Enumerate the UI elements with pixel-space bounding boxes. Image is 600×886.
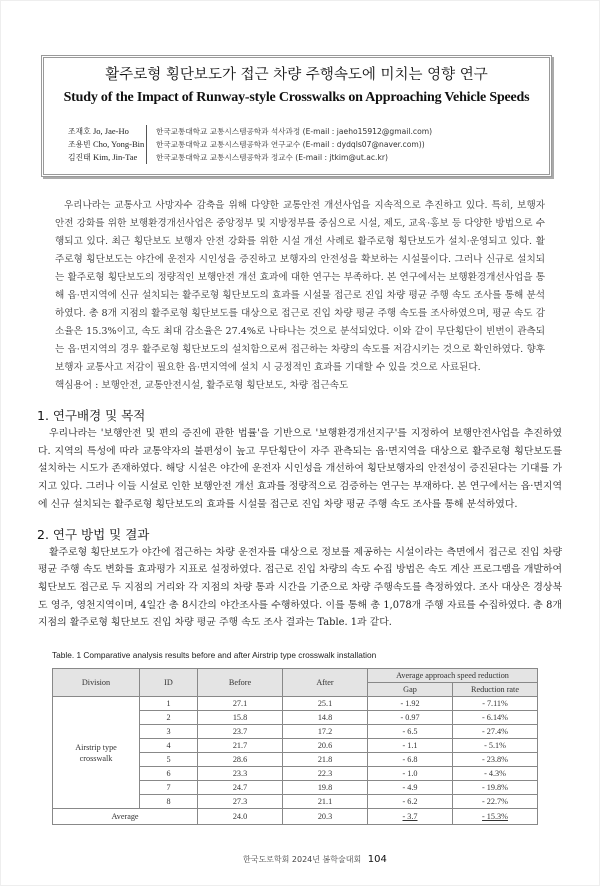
cell-after: 21.8 xyxy=(283,753,368,767)
cell-rate: - 6.14% xyxy=(453,711,538,725)
cell-rate: - 19.8% xyxy=(453,781,538,795)
title-english: Study of the Impact of Runway-style Crosswalks on Approaching Vehicle Speeds xyxy=(63,90,530,105)
results-table xyxy=(52,668,538,825)
cell-id: 6 xyxy=(140,767,198,781)
page-footer xyxy=(243,853,600,866)
author-name-en: Cho, Yong-Bin xyxy=(93,139,145,149)
cell-before: 21.7 xyxy=(198,739,283,753)
author-name-ko: 김진태 xyxy=(68,153,91,162)
table-header-row xyxy=(53,669,538,683)
cell-gap: - 0.97 xyxy=(368,711,453,725)
author-name-ko: 조용빈 xyxy=(68,140,91,149)
header-after: After xyxy=(283,669,368,697)
cell-after: 22.3 xyxy=(283,767,368,781)
cell-after: 20.6 xyxy=(283,739,368,753)
cell-id: 4 xyxy=(140,739,198,753)
cell-after: 17.2 xyxy=(283,725,368,739)
cell-after: 25.1 xyxy=(283,697,368,711)
author-list xyxy=(68,125,549,164)
cell-before: 23.3 xyxy=(198,767,283,781)
author-name-en: Kim, Jin-Tae xyxy=(93,152,138,162)
cell-gap: - 6.8 xyxy=(368,753,453,767)
section-1-body xyxy=(38,425,562,514)
cell-gap: - 1.1 xyxy=(368,739,453,753)
header-id: ID xyxy=(140,669,198,697)
cell-id: 5 xyxy=(140,753,198,767)
section-2-body xyxy=(38,544,562,633)
cell-id: 7 xyxy=(140,781,198,795)
cell-before: 27.1 xyxy=(198,697,283,711)
author-affiliation: 한국교통대학교 교통시스템공학과 연구교수 (E-mail : dydqls07@naver.com)) xyxy=(146,138,549,151)
average-after: 20.3 xyxy=(283,809,368,825)
cell-gap: - 1.0 xyxy=(368,767,453,781)
cell-before: 28.6 xyxy=(198,753,283,767)
page-number: 104 xyxy=(367,854,387,866)
author-row xyxy=(68,151,549,164)
header-speed-reduction: Average approach speed reduction xyxy=(368,669,538,683)
average-label: Average xyxy=(53,809,198,825)
cell-gap: - 6.2 xyxy=(368,795,453,809)
cell-rate: - 7.11% xyxy=(453,697,538,711)
header-reduction-rate: Reduction rate xyxy=(453,683,538,697)
cell-before: 15.8 xyxy=(198,711,283,725)
cell-id: 8 xyxy=(140,795,198,809)
author-name-en: Jo, Jae-Ho xyxy=(93,126,129,136)
section-2-heading: 2. 연구 방법 및 결과 xyxy=(37,526,150,542)
abstract-text: 우리나라는 교통사고 사망자수 감축을 위해 다양한 교통안전 개선사업을 지속적으로 추진하고 있다. 특히, 보행자 안전 강화를 위한 보행환경개선사업은 중앙정부 및 지방정부를 중심으로 시설, 제도, 교육·홍보 등 다양한 방법으로 수행되고 있다. 최근 횡단보도 보행자 안전 강화를 위한 시설 개선 사례로 활주로형 횡단보도가 설치·운영되고 있다. 활주로형 횡단보도는 야간에 운전자 시인성을 증진하고 보행자의 안전성을 확보하는 시설물이다. 그러나 신규로 설치되는 활주로형 횡단보도의 정량적인 보행안전 개선 효과에 대한 연구는 부족하다. 본 연구에서는 보행환경개선사업을 통해 읍·면지역에 신규 설치되는 활주로형 횡단보도의 효과를 시설물 접근로 진입 차량 평균 주행 속도 조사를 통해 분석하였다. 총 8개 지점의 활주로형 횡단보도를 대상으로 접근로 진입 차량 평균 주행 속도를 조사하였으며, 평균 속도 감소율은 15.3%이고, 속도 최대 감소율은 27.4%로 나타나는 것으로 분석되었다. 이와 같이 무단횡단이 빈번이 관측되는 읍·면지역의 경우 활주로형 횡단보도의 설치함으로써 접근하는 차량의 속도를 저감시키는 것으로 확인하였다. 향후 보행자 교통사고 저감이 필요한 읍·면지역에 설치 시 긍정적인 효과를 기대할 수 있을 것으로 사료된다. xyxy=(55,200,545,373)
cell-rate: - 4.3% xyxy=(453,767,538,781)
cell-gap: - 6.5 xyxy=(368,725,453,739)
cell-id: 3 xyxy=(140,725,198,739)
footer-text: 한국도로학회 2024년 봄학술대회 xyxy=(243,855,362,865)
cell-rate: - 5.1% xyxy=(453,739,538,753)
abstract xyxy=(55,197,545,395)
average-row xyxy=(53,809,538,825)
section-1-text: 우리나라는 '보행안전 및 편의 증진에 관한 법률'을 기반으로 '보행환경개선지구'를 지정하여 보행안전사업을 추진하였다. 지역의 특성에 따라 교통약자의 불편성이 높고 무단횡단이 자주 관측되는 읍·면지역을 대상으로 활주로형 횡단보도를 설치하는 시도가 존재하였다. 해당 시설은 야간에 운전자 시인성을 개선하여 횡단보행자의 안전성이 증진된다는 기대를 가지고 있다. 그러나 이들 시설로 인한 보행안전 개선 효과를 정량적으로 검증하는 연구는 부재하다. 본 연구에서는 읍·면지역에 신규 설치되는 활주로형 횡단보도의 효과를 시설물 접근로 진입 차량 평균 주행 속도 조사를 통해 분석하였다. xyxy=(38,428,562,510)
cell-gap: - 4.9 xyxy=(368,781,453,795)
cell-before: 27.3 xyxy=(198,795,283,809)
header-gap: Gap xyxy=(368,683,453,697)
average-gap: - 3.7 xyxy=(368,809,453,825)
section-2-text: 활주로형 횡단보도가 야간에 접근하는 차량 운전자를 대상으로 정보를 제공하는 시설이라는 측면에서 접근로 진입 차량 평균 주행 속도 변화를 효과평가 지표로 설정하였다. 접근로 진입 차량의 속도 수집 방법은 속도 계산 프로그램을 개발하여 횡단보도 접근로 두 지점의 거리와 각 지점의 차량 통과 시간을 기준으로 차량 주행속도를 측정하였다. 조사 대상은 경상북도 영주, 영천지역이며, 4일간 총 8시간의 야간조사를 수행하였다. 이를 통해 총 1,078개 주행 자료를 수집하였다. 총 8개 지점의 활주로형 횡단보도 진입 차량 평균 주행 속도 조사 결과는 Table. 1과 같다. xyxy=(38,546,562,629)
header-division: Division xyxy=(53,669,140,697)
cell-rate: - 22.7% xyxy=(453,795,538,809)
average-rate: - 15.3% xyxy=(453,809,538,825)
division-cell: Airstrip type crosswalk xyxy=(53,697,140,809)
average-before: 24.0 xyxy=(198,809,283,825)
table-row xyxy=(53,697,538,711)
author-affiliation: 한국교통대학교 교통시스템공학과 정교수 (E-mail : jtkim@ut.ac.kr) xyxy=(146,151,549,164)
title-box xyxy=(41,55,552,177)
cell-rate: - 27.4% xyxy=(453,725,538,739)
cell-id: 1 xyxy=(140,697,198,711)
author-affiliation: 한국교통대학교 교통시스템공학과 석사과정 (E-mail : jaeho15912@gmail.com) xyxy=(146,125,549,138)
cell-before: 24.7 xyxy=(198,781,283,795)
cell-after: 14.8 xyxy=(283,711,368,725)
cell-rate: - 23.8% xyxy=(453,753,538,767)
author-row xyxy=(68,138,549,151)
cell-id: 2 xyxy=(140,711,198,725)
title-korean: 활주로형 횡단보도가 접근 차량 주행속도에 미치는 영향 연구 xyxy=(105,67,488,83)
keywords: 핵심용어 : 보행안전, 교통안전시설, 활주로형 횡단보도, 차량 접근속도 xyxy=(55,380,349,391)
header-before: Before xyxy=(198,669,283,697)
table-caption: Table. 1 Comparative analysis results before and after Airstrip type crosswalk installation xyxy=(52,650,377,661)
author-row xyxy=(68,125,549,138)
cell-gap: - 1.92 xyxy=(368,697,453,711)
cell-after: 21.1 xyxy=(283,795,368,809)
cell-before: 23.7 xyxy=(198,725,283,739)
section-1-heading: 1. 연구배경 및 목적 xyxy=(37,408,146,423)
cell-after: 19.8 xyxy=(283,781,368,795)
author-name-ko: 조재호 xyxy=(68,127,91,136)
